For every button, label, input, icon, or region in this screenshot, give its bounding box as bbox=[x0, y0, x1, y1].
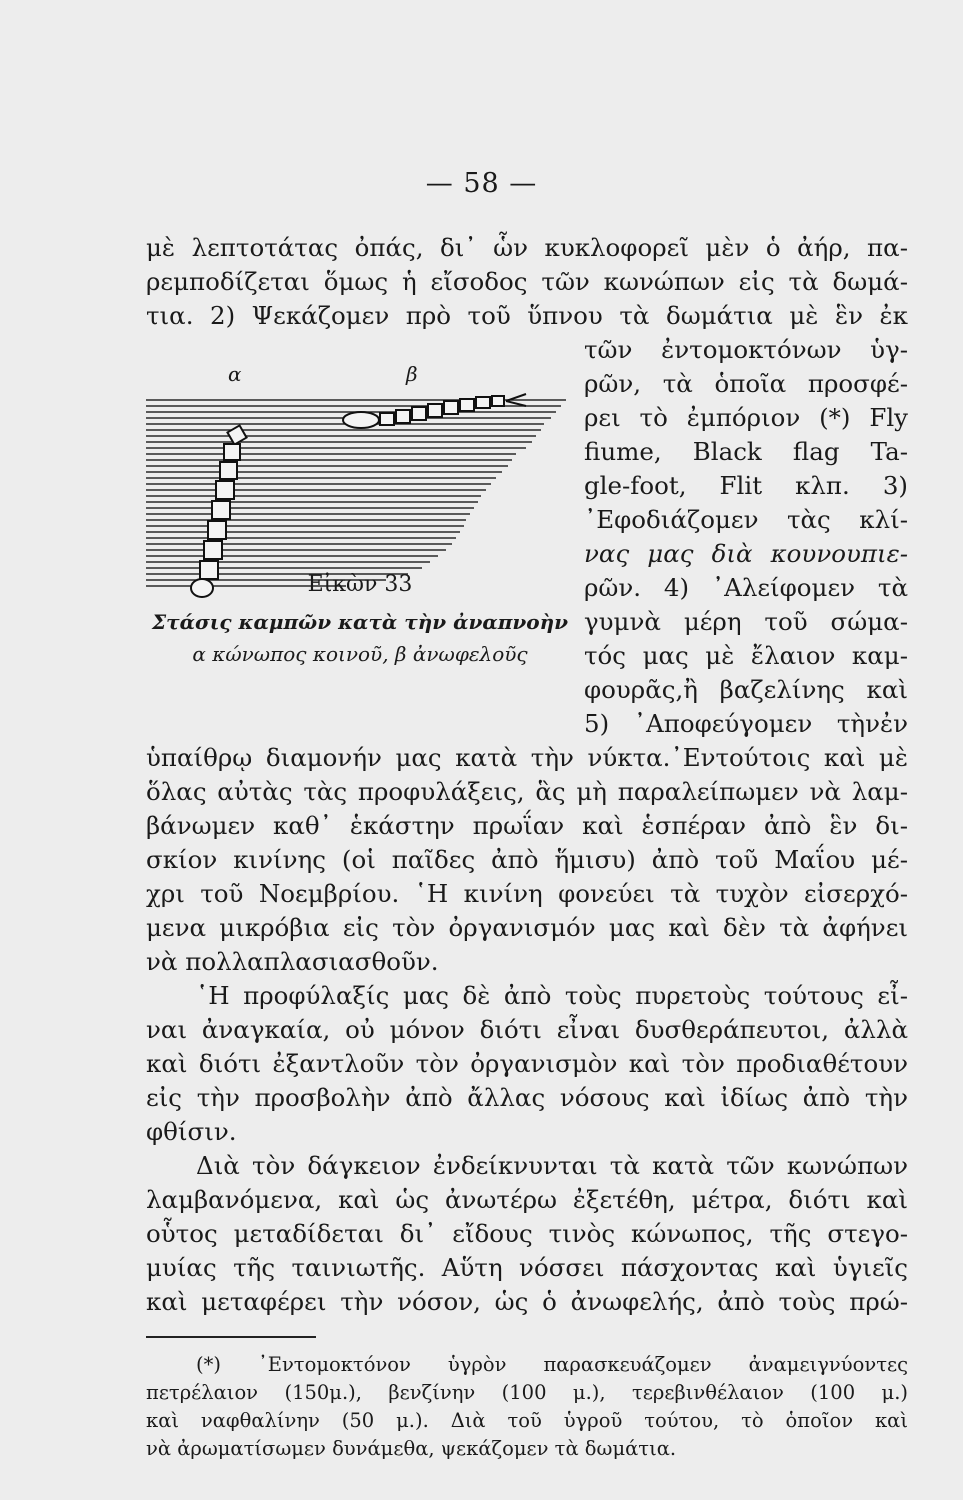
text-line: φθίσιν. bbox=[146, 1117, 237, 1146]
text-line: ναι ἀναγκαία, οὐ μόνον διότι εἶναι δυσθεράπευτοι, ἀλλὰ bbox=[146, 1015, 908, 1044]
figure-label-a: α bbox=[228, 362, 242, 386]
text-line: εἰς τὴν προσβολὴν ἀπὸ ἄλλας νόσους καὶ ἰδίως ἀπὸ τὴν bbox=[146, 1083, 908, 1112]
text-line: ὅλας αὐτὰς τὰς προφυλάξεις, ἃς μὴ παραλείπωμεν νὰ λαμ- bbox=[146, 777, 908, 806]
wrap-text-line: τός μας μὲ ἔλαιον καμ- bbox=[584, 641, 908, 670]
wrap-text-line: νας μας διὰ κουνουπιε- bbox=[584, 539, 908, 568]
wrap-text-line: ρῶν, τὰ ὁποῖα προσφέ- bbox=[584, 369, 908, 398]
wrap-text-line: τῶν ἐντομοκτόνων ὑγ- bbox=[584, 335, 908, 364]
text-line: χρι τοῦ Νοεμβρίου. ῾Η κινίνη φονεύει τὰ τυχὸν εἰσερχό- bbox=[146, 879, 908, 908]
figure-caption-line2: α κώνωπος κοινοῦ, β ἀνωφελοῦς bbox=[192, 642, 528, 666]
text-line: ρεμποδίζεται ὅμως ἡ εἴσοδος τῶν κωνώπων εἰς τὰ δωμά- bbox=[146, 267, 908, 296]
larvae-illustration bbox=[146, 392, 574, 602]
figure-33 bbox=[146, 362, 574, 602]
wrap-text-line: γυμνὰ μέρη τοῦ σώμα- bbox=[584, 607, 908, 636]
text-line: ὑπαίθρῳ διαμονήν μας κατὰ τὴν νύκτα.᾽Εντούτοις καὶ μὲ bbox=[146, 743, 908, 772]
footnote-rule bbox=[146, 1336, 316, 1338]
wrap-text-line: ᾽Εφοδιάζομεν τὰς κλί- bbox=[584, 505, 908, 534]
text-line: καὶ μεταφέρει τὴν νόσον, ὡς ὁ ἀνωφελής, ἀπὸ τοὺς πρώ- bbox=[146, 1287, 908, 1316]
figure-title: Εἰκὼν 33 bbox=[307, 572, 413, 597]
text-line: τια. 2) Ψεκάζομεν πρὸ τοῦ ὕπνου τὰ δωμάτια μὲ ἓν ἐκ bbox=[146, 301, 908, 330]
text-line: σκίον κινίνης (οἱ παῖδες ἀπὸ ἥμισυ) ἀπὸ τοῦ Μαΐου μέ- bbox=[146, 845, 908, 874]
text-line: μυίας τῆς ταινιωτῆς. Αὕτη νόσσει πάσχοντας καὶ ὑγιεῖς bbox=[146, 1253, 908, 1282]
page-number: — 58 — bbox=[425, 168, 538, 199]
text-line: οὗτος μεταδίδεται δι᾽ εἴδους τινὸς κώνωπος, τῆς στεγο- bbox=[146, 1219, 908, 1248]
text-line: καὶ διότι ἐξαντλοῦν τὸν ὀργανισμὸν καὶ τὸν προδιαθέτουν bbox=[146, 1049, 908, 1078]
figure-label-b: β bbox=[406, 362, 418, 386]
wrap-text-line: gle-foot, Flit κλπ. 3) bbox=[584, 471, 908, 500]
footnote-line: νὰ ἀρωματίσωμεν δυνάμεθα, ψεκάζομεν τὰ δωμάτια. bbox=[146, 1437, 677, 1460]
text-line: νὰ πολλαπλασιασθοῦν. bbox=[146, 947, 439, 976]
wrap-text-line: φουρᾶς,ἢ βαζελίνης καὶ bbox=[584, 675, 908, 704]
wrap-text-line: 5) ᾽Αποφεύγομεν τὴνἐν bbox=[584, 709, 908, 738]
wrap-text-line: fiume, Black flag Ta- bbox=[584, 437, 908, 466]
wrap-text-line: ρῶν. 4) ᾽Αλείφομεν τὰ bbox=[584, 573, 908, 602]
text-line: βάνωμεν καθ᾽ ἑκάστην πρωΐαν καὶ ἑσπέραν ἀπὸ ἓν δι- bbox=[146, 811, 908, 840]
paragraph-start-line: Διὰ τὸν δάγκειον ἐνδείκνυνται τὰ κατὰ τῶν κωνώπων bbox=[196, 1151, 908, 1180]
text-line: μὲ λεπτοτάτας ὀπάς, δι᾽ ὧν κυκλοφορεῖ μὲν ὁ ἀήρ, πα- bbox=[146, 233, 908, 262]
footnote-line: καὶ ναφθαλίνην (50 μ.). Διὰ τοῦ ὑγροῦ τούτου, τὸ ὁποῖον καὶ bbox=[146, 1409, 908, 1432]
text-line: λαμβανόμενα, καὶ ὡς ἀνωτέρω ἐξετέθη, μέτρα, διότι καὶ bbox=[146, 1185, 908, 1214]
paragraph-start-line: ῾Η προφύλαξίς μας δὲ ἀπὸ τοὺς πυρετοὺς τούτους εἶ- bbox=[196, 981, 908, 1010]
wrap-text-line: ρει τὸ ἐμπόριον (*) Fly bbox=[584, 403, 908, 432]
text-line: μενα μικρόβια εἰς τὸν ὀργανισμόν μας καὶ δὲν τὰ ἀφήνει bbox=[146, 913, 908, 942]
footnote-line: (*) ᾽Εντομοκτόνον ὑγρὸν παρασκευάζομεν ἀναμειγνύοντες bbox=[196, 1353, 908, 1376]
footnote-line: πετρέλαιον (150μ.), βενζίνην (100 μ.), τερεβινθέλαιον (100 μ.) bbox=[146, 1381, 908, 1404]
figure-caption-line1: Στάσις καμπῶν κατὰ τὴν ἀναπνοὴν bbox=[151, 610, 569, 634]
